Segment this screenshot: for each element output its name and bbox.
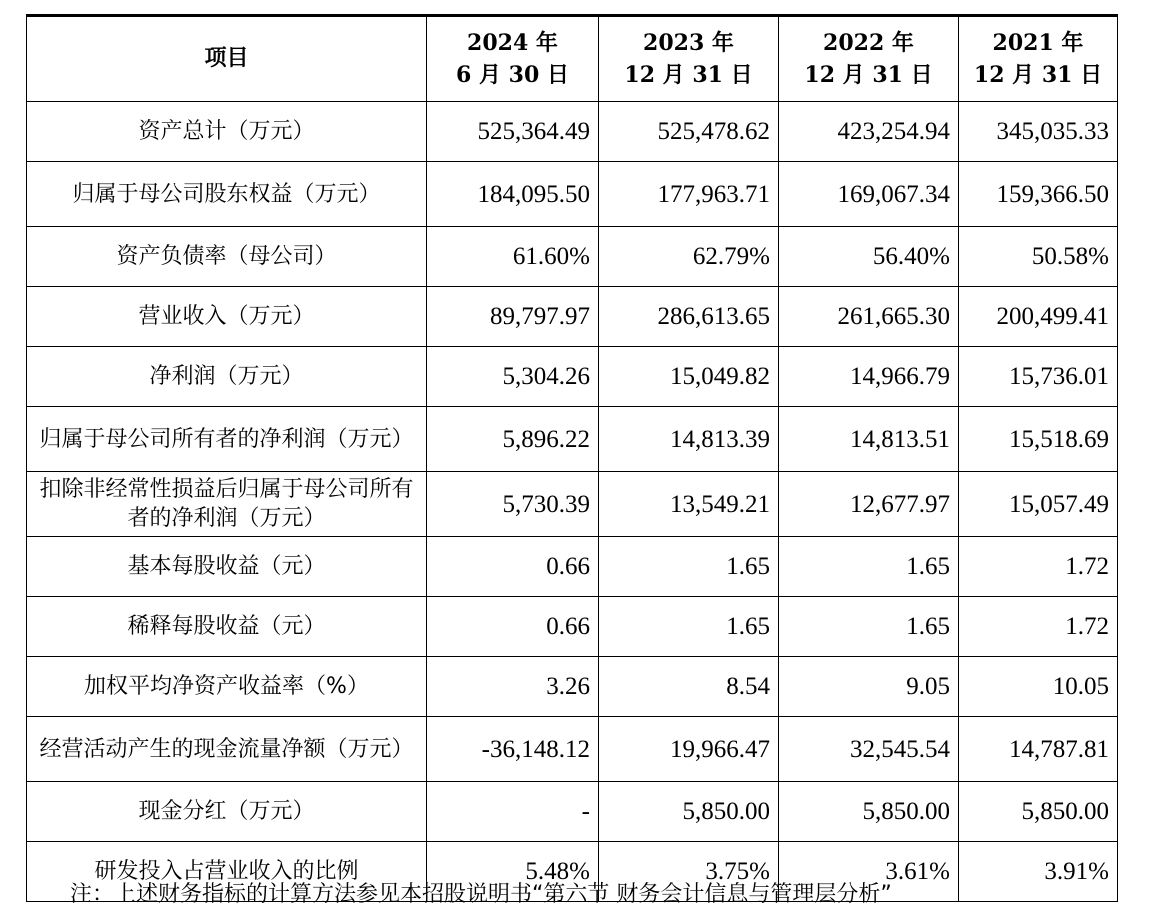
table-row [27, 782, 1118, 842]
cell-value: 200,499.41 [959, 287, 1118, 347]
table-header-row [27, 16, 1118, 102]
cell-value: 15,518.69 [959, 407, 1118, 472]
cell-value: 1.65 [779, 537, 959, 597]
cell-value: 1.72 [959, 537, 1118, 597]
table-row [27, 657, 1118, 717]
cell-value: 5,896.22 [427, 407, 599, 472]
row-label: 研发投入占营业收入的比例 [27, 842, 427, 902]
cell-value: 3.26 [427, 657, 599, 717]
cell-value: 5,850.00 [959, 782, 1118, 842]
header-2023 [599, 16, 779, 102]
cell-value: 159,366.50 [959, 162, 1118, 227]
financial-summary-table [26, 14, 1118, 902]
cell-value: 5,304.26 [427, 347, 599, 407]
table-row [27, 537, 1118, 597]
row-label: 资产总计（万元） [27, 102, 427, 162]
cell-value: 3.91% [959, 842, 1118, 902]
header-2021-year: 2021 年 [992, 30, 1084, 56]
cell-value: 13,549.21 [599, 472, 779, 537]
header-2024 [427, 16, 599, 102]
cell-value: 5,850.00 [599, 782, 779, 842]
row-label: 扣除非经常性损益后归属于母公司所有者的净利润（万元） [27, 472, 427, 537]
header-2024-date: 6 月 30 日 [456, 62, 569, 88]
table-row [27, 162, 1118, 227]
cell-value: 5.48% [427, 842, 599, 902]
row-label: 营业收入（万元） [27, 287, 427, 347]
header-2021 [959, 16, 1118, 102]
row-label: 归属于母公司股东权益（万元） [27, 162, 427, 227]
cell-value: 3.75% [599, 842, 779, 902]
cell-value: 5,730.39 [427, 472, 599, 537]
table-footnote: 注：上述财务指标的计算方法参见本招股说明书“第六节 财务会计信息与管理层分析” [70, 882, 892, 907]
cell-value: 525,364.49 [427, 102, 599, 162]
row-label: 加权平均净资产收益率（%） [27, 657, 427, 717]
table-row [27, 287, 1118, 347]
cell-value: 56.40% [779, 227, 959, 287]
cell-value: 423,254.94 [779, 102, 959, 162]
cell-value: 3.61% [779, 842, 959, 902]
cell-value: 177,963.71 [599, 162, 779, 227]
row-label: 基本每股收益（元） [27, 537, 427, 597]
cell-value: 345,035.33 [959, 102, 1118, 162]
cell-value: 525,478.62 [599, 102, 779, 162]
cell-value: 1.72 [959, 597, 1118, 657]
cell-value: 10.05 [959, 657, 1118, 717]
row-label: 现金分红（万元） [27, 782, 427, 842]
cell-value: 5,850.00 [779, 782, 959, 842]
cell-value: 12,677.97 [779, 472, 959, 537]
cell-value: 9.05 [779, 657, 959, 717]
row-label: 稀释每股收益（元） [27, 597, 427, 657]
cell-value: 1.65 [599, 537, 779, 597]
table-row [27, 597, 1118, 657]
cell-value: -36,148.12 [427, 717, 599, 782]
cell-value: 1.65 [599, 597, 779, 657]
table-row [27, 407, 1118, 472]
table-row [27, 347, 1118, 407]
cell-value: 15,049.82 [599, 347, 779, 407]
cell-value: 14,813.51 [779, 407, 959, 472]
row-label: 资产负债率（母公司） [27, 227, 427, 287]
cell-value: 0.66 [427, 537, 599, 597]
header-2022-year: 2022 年 [823, 30, 914, 56]
cell-value: 62.79% [599, 227, 779, 287]
table-row [27, 102, 1118, 162]
row-label: 净利润（万元） [27, 347, 427, 407]
header-2022-date: 12 月 31 日 [804, 62, 933, 88]
cell-value: 286,613.65 [599, 287, 779, 347]
cell-value: 50.58% [959, 227, 1118, 287]
cell-value: 15,736.01 [959, 347, 1118, 407]
cell-value: - [427, 782, 599, 842]
cell-value: 61.60% [427, 227, 599, 287]
row-label: 归属于母公司所有者的净利润（万元） [27, 407, 427, 472]
cell-value: 19,966.47 [599, 717, 779, 782]
header-item: 项目 [27, 16, 427, 102]
cell-value: 169,067.34 [779, 162, 959, 227]
cell-value: 15,057.49 [959, 472, 1118, 537]
cell-value: 14,787.81 [959, 717, 1118, 782]
header-2022 [779, 16, 959, 102]
cell-value: 261,665.30 [779, 287, 959, 347]
cell-value: 89,797.97 [427, 287, 599, 347]
cell-value: 0.66 [427, 597, 599, 657]
header-2021-date: 12 月 31 日 [973, 62, 1103, 88]
cell-value: 14,966.79 [779, 347, 959, 407]
header-2023-year: 2023 年 [643, 30, 734, 56]
row-label: 经营活动产生的现金流量净额（万元） [27, 717, 427, 782]
cell-value: 8.54 [599, 657, 779, 717]
cell-value: 32,545.54 [779, 717, 959, 782]
table-row [27, 227, 1118, 287]
cell-value: 14,813.39 [599, 407, 779, 472]
cell-value: 184,095.50 [427, 162, 599, 227]
table-row [27, 472, 1118, 537]
header-2023-date: 12 月 31 日 [624, 62, 753, 88]
cell-value: 1.65 [779, 597, 959, 657]
header-2024-year: 2024 年 [467, 30, 558, 56]
table-row [27, 717, 1118, 782]
